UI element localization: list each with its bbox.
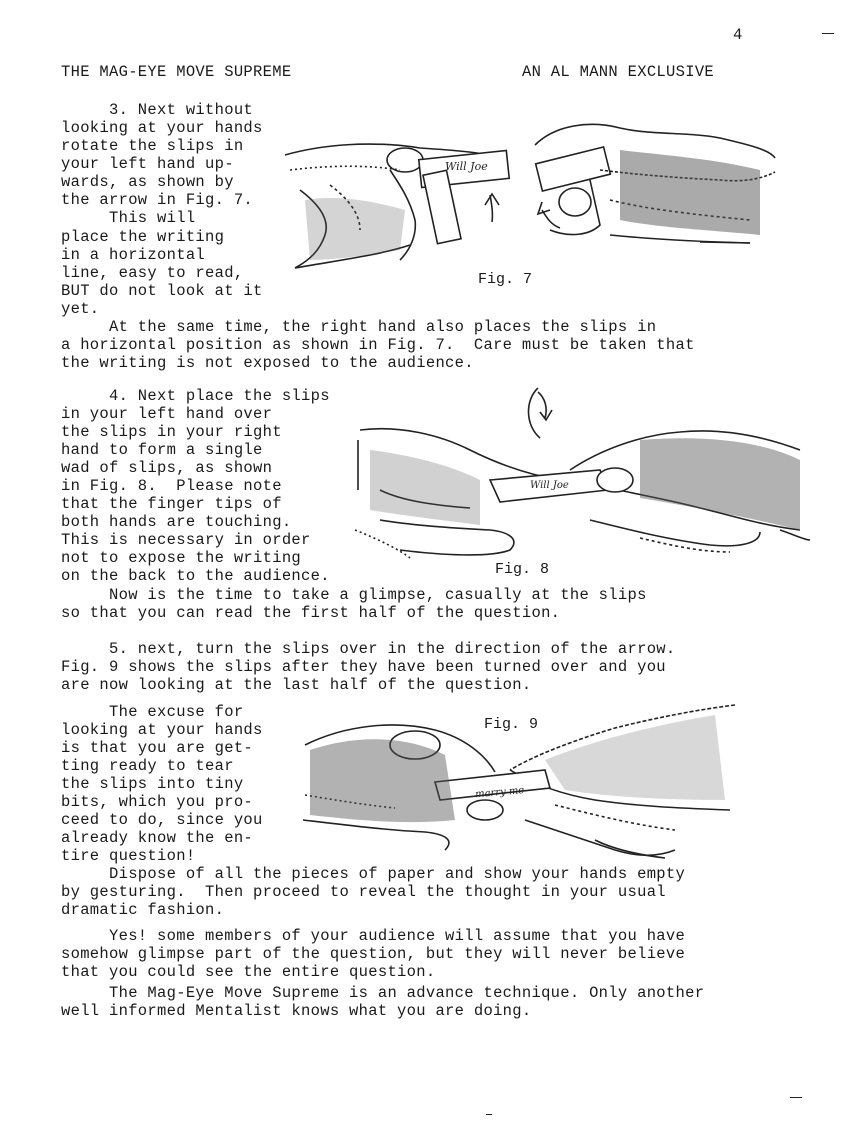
text-line: This is necessary in order bbox=[61, 531, 311, 549]
text-line: 5. next, turn the slips over in the direction of the arrow. bbox=[61, 640, 676, 658]
header-credit: AN AL MANN EXCLUSIVE bbox=[522, 63, 715, 81]
text-line: Now is the time to take a glimpse, casually at the slips bbox=[61, 586, 647, 604]
page-number: 4 bbox=[733, 26, 743, 44]
text-line: rotate the slips in bbox=[61, 137, 244, 155]
text-line: bits, which you pro- bbox=[61, 793, 254, 811]
text-line: yet. bbox=[61, 300, 100, 318]
slip-writing: marry me bbox=[474, 785, 525, 801]
text-line: in Fig. 8. Please note bbox=[61, 477, 282, 495]
text-line: your left hand up- bbox=[61, 155, 234, 173]
figure-7-label: Fig. 7 bbox=[478, 271, 533, 288]
text-line: on the back to the audience. bbox=[61, 567, 330, 585]
text-line: wad of slips, as shown bbox=[61, 459, 273, 477]
slip-writing: Will Joe bbox=[445, 160, 488, 173]
text-line: The excuse for bbox=[61, 703, 244, 721]
text-line: that the finger tips of bbox=[61, 495, 282, 513]
text-line: that you could see the entire question. bbox=[61, 963, 436, 981]
text-line: 3. Next without bbox=[61, 101, 254, 119]
figure-8-illustration bbox=[340, 380, 810, 580]
text-line: Yes! some members of your audience will assume that you have bbox=[61, 927, 686, 945]
figure-9-label: Fig. 9 bbox=[484, 716, 539, 733]
text-line: dramatic fashion. bbox=[61, 901, 225, 919]
text-line: tire question! bbox=[61, 847, 196, 865]
text-line: ceed to do, since you bbox=[61, 811, 263, 829]
text-line: the writing is not exposed to the audience. bbox=[61, 354, 474, 372]
text-line: is that you are get- bbox=[61, 739, 254, 757]
text-line: wards, as shown by bbox=[61, 173, 234, 191]
figure-8-label: Fig. 8 bbox=[495, 561, 550, 578]
edge-mark bbox=[486, 1114, 492, 1115]
figure-7-illustration bbox=[280, 110, 780, 280]
text-line: At the same time, the right hand also places the slips in bbox=[61, 318, 657, 336]
text-line: Fig. 9 shows the slips after they have been turned over and you bbox=[61, 658, 666, 676]
text-line: are now looking at the last half of the question. bbox=[61, 676, 532, 694]
edge-mark bbox=[822, 33, 834, 34]
text-line: ting ready to tear bbox=[61, 757, 234, 775]
text-line: already know the en- bbox=[61, 829, 254, 847]
text-line: well informed Mentalist knows what you are doing. bbox=[61, 1002, 532, 1020]
text-line: somehow glimpse part of the question, but they will never believe bbox=[61, 945, 686, 963]
text-line: Dispose of all the pieces of paper and show your hands empty bbox=[61, 865, 686, 883]
text-line: The Mag-Eye Move Supreme is an advance technique. Only another bbox=[61, 984, 705, 1002]
text-line: 4. Next place the slips bbox=[61, 387, 330, 405]
text-line: the slips into tiny bbox=[61, 775, 244, 793]
text-line: place the writing bbox=[61, 228, 225, 246]
text-line: the slips in your right bbox=[61, 423, 282, 441]
text-line: looking at your hands bbox=[61, 119, 263, 137]
text-line: This will bbox=[61, 209, 196, 227]
text-line: line, easy to read, bbox=[61, 264, 244, 282]
text-line: a horizontal position as shown in Fig. 7. Care must be taken that bbox=[61, 336, 695, 354]
slip-writing: Will Joe bbox=[530, 480, 569, 491]
text-line: both hands are touching. bbox=[61, 513, 292, 531]
text-line: looking at your hands bbox=[61, 721, 263, 739]
text-line: by gesturing. Then proceed to reveal the thought in your usual bbox=[61, 883, 666, 901]
text-line: the arrow in Fig. 7. bbox=[61, 191, 254, 209]
text-line: in a horizontal bbox=[61, 246, 206, 264]
text-line: in your left hand over bbox=[61, 405, 273, 423]
text-line: BUT do not look at it bbox=[61, 282, 263, 300]
header-title: THE MAG-EYE MOVE SUPREME bbox=[61, 63, 292, 81]
text-line: hand to form a single bbox=[61, 441, 263, 459]
edge-mark bbox=[790, 1097, 802, 1098]
text-line: so that you can read the first half of the question. bbox=[61, 604, 561, 622]
text-line: not to expose the writing bbox=[61, 549, 302, 567]
